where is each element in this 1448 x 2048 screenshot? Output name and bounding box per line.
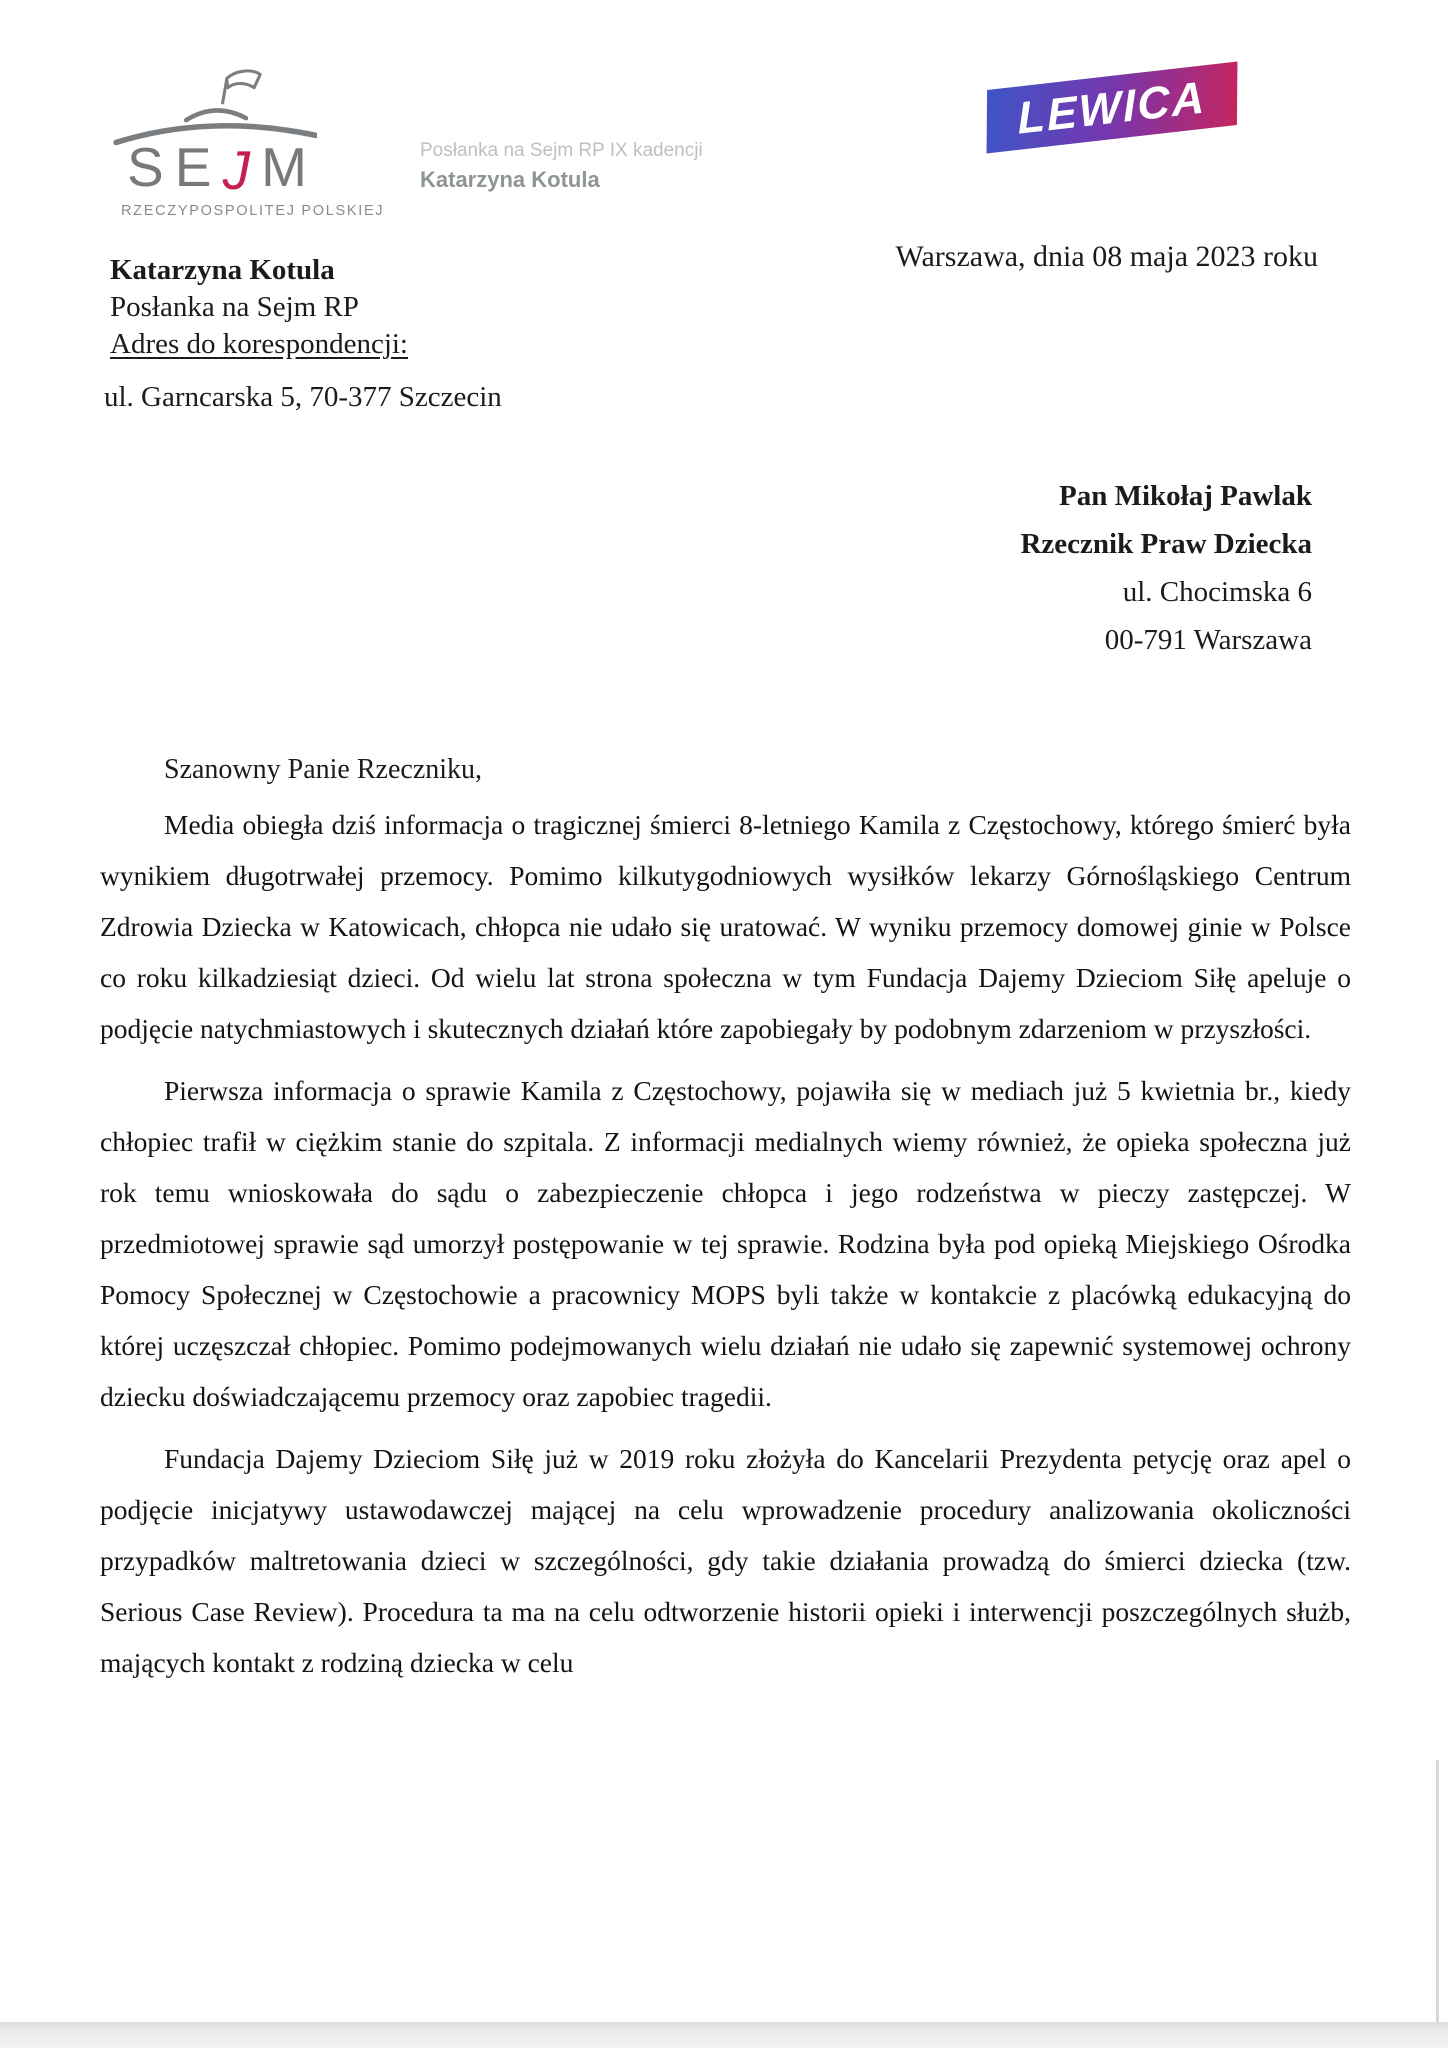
recipient-street: ul. Chocimska 6	[1122, 576, 1312, 608]
date-line: Warszawa, dnia 08 maja 2023 roku	[895, 240, 1318, 273]
sender-block	[104, 252, 502, 416]
paragraph-1: Media obiegła dziś informacja o tragicznej śmierci 8-letniego Kamila z Częstochowy, którego śmierć była wynikiem długotrwałej przemocy. Pomimo kilkutygodniowych wysiłków lekarzy Górnośląskiego Centrum Zdrowia Dziecka w Katowicach, chłopca nie udało się uratować. W wyniku przemocy domowej ginie w Polsce co roku kilkadziesiąt dzieci. Od wielu lat strona społeczna w tym Fundacja Dajemy Dzieciom Siłę apeluje o podjęcie natychmiastowych i skutecznych działań które zapobiegały by podobnym zdarzeniom w przyszłości.	[100, 809, 1351, 1044]
recipient-name: Pan Mikołaj Pawlak	[1059, 480, 1312, 512]
recipient-city: 00-791 Warszawa	[1104, 624, 1312, 656]
sejm-letter-m: M	[261, 136, 307, 198]
recipient-title: Rzecznik Praw Dziecka	[1020, 528, 1312, 560]
sender-address: ul. Garncarska 5, 70-377 Szczecin	[104, 381, 502, 413]
letter-body	[100, 799, 1351, 1699]
paragraph-3: Fundacja Dajemy Dzieciom Siłę już w 2019 roku złożyła do Kancelarii Prezydenta petycję oraz apel o podjęcie inicjatywy ustawodawczej mającej na celu wprowadzenie procedury analizowania okoliczności przypadków maltretowania dzieci w szczególności, gdy takie działania prowadzą do śmierci dziecka (tzw. Serious Case Review). Procedura ta ma na celu odtworzenie historii opieki i interwencji poszczególnych służb, mających kontakt z rodziną dziecka w celu	[100, 1443, 1351, 1678]
sender-role: Posłanka na Sejm RP	[110, 291, 359, 323]
deputy-name-line: Katarzyna Kotula	[420, 167, 600, 192]
paragraph-2: Pierwsza informacja o sprawie Kamila z Częstochowy, pojawiła się w mediach już 5 kwietnia br., kiedy chłopiec trafił w ciężkim stanie do szpitala. Z informacji medialnych wiemy również, że opieka społeczna już rok temu wnioskowała do sądu o zabezpieczenie chłopca i jego rodzeństwa w pieczy zastępczej. W przedmiotowej sprawie sąd umorzył postępowanie w tej sprawie. Rodzina była pod opieką Miejskiego Ośrodka Pomocy Społecznej w Częstochowie a pracownicy MOPS byli także w kontakcie z placówką edukacyjną do której uczęszczał chłopiec. Pomimo podejmowanych wielu działań nie udało się zapewnić systemowej ochrony dziecku doświadczającemu przemocy oraz zapobiec tragedii.	[100, 1075, 1351, 1412]
scan-artifact-bottom-edge	[0, 2022, 1448, 2048]
scan-artifact-right-line	[1436, 1760, 1439, 2022]
deputy-header	[420, 140, 703, 193]
sejm-letter-e: E	[174, 136, 212, 198]
sejm-logo-caption: RZECZYPOSPOLITEJ POLSKIEJ	[121, 203, 385, 219]
salutation: Szanowny Panie Rzeczniku,	[164, 754, 483, 785]
deputy-role-line: Posłanka na Sejm RP IX kadencji	[420, 140, 703, 161]
sejm-logo	[95, 50, 385, 230]
lewica-logo-text: LEWICA	[1016, 71, 1208, 144]
lewica-banner	[987, 62, 1238, 154]
sender-address-label: Adres do korespondencji:	[110, 328, 408, 360]
sejm-letter-s: S	[127, 136, 164, 198]
sejm-logo-letters	[127, 136, 307, 201]
recipient-block	[1020, 472, 1312, 664]
sender-name: Katarzyna Kotula	[110, 254, 335, 286]
sejm-letter-j: J	[222, 139, 251, 201]
